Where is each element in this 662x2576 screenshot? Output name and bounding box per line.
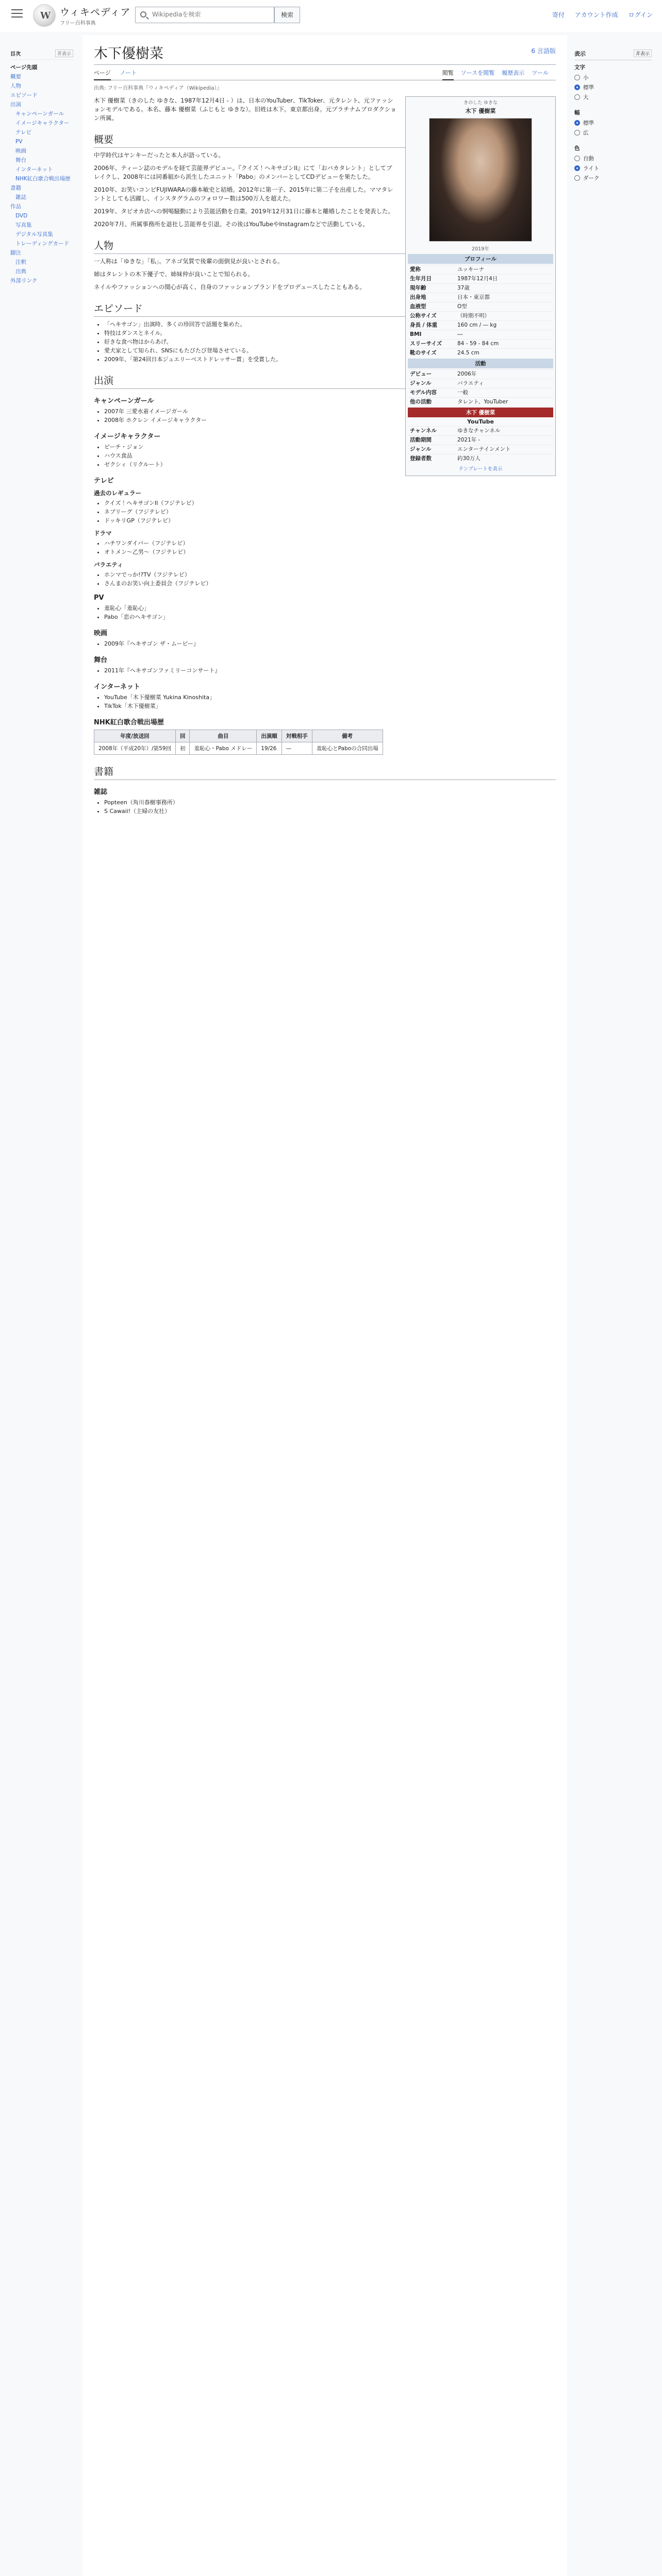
infobox-value: バラエティ: [457, 380, 484, 386]
toc-item[interactable]: 概要: [10, 74, 21, 80]
appearance-option[interactable]: [574, 128, 652, 138]
appearance-option[interactable]: [574, 174, 652, 183]
appearance-group-label: 幅: [574, 110, 580, 116]
list-item: • クイズ！ヘキサゴンII（フジテレビ）: [104, 499, 556, 507]
infobox-key: ジャンル: [410, 380, 432, 386]
portrait-photo[interactable]: [429, 118, 532, 242]
section-paragraph: 姉はタレントの木下優子で、姉妹仲が良いことで知られる。: [94, 270, 254, 278]
infobox-key: 他の活動: [410, 399, 432, 405]
toc-item[interactable]: ページ先頭: [10, 64, 38, 71]
table-header: 年度/放送回: [94, 730, 176, 742]
toc-item[interactable]: 外部リンク: [10, 278, 38, 284]
infobox-row: [408, 397, 553, 406]
list-item: • ピーチ・ジョン: [104, 443, 556, 451]
list-item: • ハウス食品: [104, 451, 556, 460]
subsection-heading: PV: [94, 594, 104, 602]
list-item: • YouTube「木下優樹菜 Yukina Kinoshita」: [104, 693, 556, 702]
tab-view-source[interactable]: ソースを閲覧: [460, 70, 495, 76]
infobox-row: [408, 435, 553, 445]
infobox-value: タレント、YouTuber: [457, 399, 508, 405]
search-input[interactable]: [151, 10, 270, 19]
appearance-option[interactable]: [574, 118, 652, 128]
infobox-row: [408, 369, 553, 379]
radio-icon[interactable]: [574, 75, 580, 80]
section-heading: 概要: [94, 132, 556, 148]
toc-item[interactable]: 舞台: [15, 157, 26, 163]
tab-read[interactable]: 閲覧: [442, 67, 454, 80]
list-item: • TikTok「木下優樹菜」: [104, 702, 556, 710]
list-item: • S Cawaii!（主婦の友社）: [104, 807, 556, 816]
appearance-option[interactable]: [574, 93, 652, 103]
infobox-row: [408, 388, 553, 397]
list-item: • 2009年『ヘキサゴン ザ・ムービー』: [104, 639, 556, 648]
list-item: • 愛犬家として知られ、SNSにもたびたび登場させている。: [104, 346, 556, 355]
toc-item[interactable]: 写真集: [15, 222, 32, 228]
login-link[interactable]: ログイン: [628, 11, 653, 19]
infobox-key: 血液型: [410, 303, 426, 310]
list-item: • 2009年、「第24回日本ジュエリーベストドレッサー賞」を受賞した。: [104, 355, 556, 364]
infobox-profile-header: プロフィール: [408, 254, 553, 264]
infobox-value: 24.5 cm: [457, 350, 479, 356]
infobox-value: 2006年: [457, 371, 477, 377]
infobox-key: モデル内容: [410, 389, 437, 396]
list-item: • ネプリーグ（フジテレビ）: [104, 507, 556, 516]
page-title: [94, 42, 556, 65]
appearance-panel: [574, 49, 652, 190]
infobox-key: 公称サイズ: [410, 313, 437, 319]
appearance-group: [574, 144, 652, 183]
infobox-youtube-header: 木下 優樹菜: [408, 408, 553, 417]
list-item: • ハチワンダイバー（フジテレビ）: [104, 539, 556, 548]
infobox-value: 84 - 59 - 84 cm: [457, 341, 499, 347]
appearance-option-label: 大: [583, 94, 589, 100]
infobox-youtube-sub: YouTube: [467, 418, 494, 425]
appearance-option-label: 自動: [583, 156, 594, 162]
infobox-row: [408, 330, 553, 339]
infobox-key: 現年齢: [410, 285, 426, 291]
list-item: • さんまのお笑い向上委員会（フジテレビ）: [104, 579, 556, 588]
toc-item[interactable]: 脚注: [10, 250, 21, 256]
wikipedia-logo-icon[interactable]: W: [33, 4, 56, 27]
donate-link[interactable]: 寄付: [552, 11, 565, 19]
list-item: • ゼクシィ（リクルート）: [104, 460, 556, 469]
toc-item[interactable]: デジタル写真集: [15, 231, 53, 238]
section-heading: 書籍: [94, 764, 556, 780]
infobox-value: 2021年 -: [457, 437, 481, 443]
infobox-key: 身長 / 体重: [410, 322, 438, 328]
page-title-text: 木下優樹菜: [94, 46, 163, 62]
toc-item[interactable]: エピソード: [10, 92, 38, 98]
language-switcher[interactable]: 6 言語版: [531, 47, 556, 55]
appearance-option[interactable]: [574, 164, 652, 174]
appearance-hide-button[interactable]: 非表示: [634, 49, 652, 57]
appearance-group: [574, 109, 652, 138]
lead-paragraph: 木下 優樹菜（きのした ゆきな、1987年12月4日 - ）は、日本のYouTuber、TikToker、元タレント、元ファッションモデルである。本名、藤本 優樹菜（ふじもと ゆきな）。旧姓は木下。東京都出身。元プラチナムプロダクション所属。: [94, 97, 396, 122]
table-cell: 2008年（平成20年）/第59回: [94, 742, 176, 755]
template-link[interactable]: テンプレートを表示: [458, 466, 503, 472]
infobox: [405, 96, 556, 476]
toc-item[interactable]: 注釈: [15, 259, 26, 265]
toc-item[interactable]: トレーディングカード: [15, 241, 69, 247]
section-paragraph: 中学時代はヤンキーだったと本人が語っている。: [94, 151, 224, 159]
appearance-option[interactable]: [574, 73, 652, 83]
appearance-option-label: 標準: [583, 84, 594, 91]
infobox-value: 日本・東京都: [457, 294, 490, 300]
table-header: 出演順: [257, 730, 282, 742]
radio-icon[interactable]: [574, 165, 580, 171]
subsection-heading: 雑誌: [94, 788, 108, 796]
search-box: [135, 7, 274, 23]
toc-item[interactable]: インターネット: [15, 166, 53, 173]
toc-item[interactable]: イメージキャラクター: [15, 120, 70, 126]
section-paragraph: 2006年、ティーン誌のモデルを経て芸能界デビュー。『クイズ！ヘキサゴンII』にて「おバカタレント」としてブレイクし、2008年には同番組から派生したユニット「Pabo」のメンバーとしてCDデビューを果たした。: [94, 164, 392, 180]
kohaku-table: [94, 730, 383, 755]
appearance-option-label: ダーク: [583, 175, 600, 181]
toc-item[interactable]: 作品: [10, 204, 21, 210]
infobox-value: 一般: [457, 389, 468, 396]
infobox-row: [408, 265, 553, 274]
infobox-row: [408, 454, 553, 463]
subsection-heading: NHK紅白歌合戦出場歴: [94, 719, 164, 726]
stage-list: [104, 666, 556, 675]
table-cell: 19/26: [257, 742, 282, 755]
radio-icon[interactable]: [574, 84, 580, 90]
appearance-option[interactable]: [574, 154, 652, 164]
tv-group-heading: バラエティ: [94, 561, 123, 568]
infobox-value: 1987年12月4日: [457, 276, 498, 282]
subsection-heading: キャンペーンガール: [94, 397, 154, 405]
tv-list: [104, 499, 556, 525]
tv-list: [104, 570, 556, 588]
infobox-key: デビュー: [410, 371, 432, 377]
appearance-option-label: 標準: [583, 120, 594, 126]
subsection-heading: 舞台: [94, 656, 108, 664]
section-paragraph: 2020年7月、所属事務所を退社し芸能界を引退。その後はYouTubeやInstagramなどで活動している。: [94, 221, 369, 228]
toc-item[interactable]: NHK紅白歌合戦出場歴: [15, 176, 71, 182]
radio-icon[interactable]: [574, 120, 580, 126]
list-item: • 羞恥心「羞恥心」: [104, 604, 556, 613]
subsection-heading: イメージキャラクター: [94, 433, 161, 440]
movie-list: [104, 639, 556, 648]
tab-history[interactable]: 履歴表示: [502, 70, 525, 76]
appearance-title: 表示: [574, 50, 586, 57]
internet-list: [104, 693, 556, 710]
infobox-row: [408, 339, 553, 348]
toc-item[interactable]: 映画: [15, 148, 26, 154]
infobox-ruby: きのした ゆきな: [464, 100, 498, 106]
table-header: 曲目: [190, 730, 257, 742]
radio-icon[interactable]: [574, 130, 580, 135]
infobox-value: O型: [457, 303, 467, 310]
table-header: 回: [175, 730, 190, 742]
photo-caption: 2019年: [472, 246, 489, 252]
toc-item[interactable]: 雑誌: [15, 194, 26, 200]
toc-item[interactable]: PV: [15, 139, 23, 145]
subsection-heading: 映画: [94, 630, 108, 637]
create-account-link[interactable]: アカウント作成: [574, 11, 618, 19]
section-paragraph: ネイルやファッションへの関心が高く、自身のファッションブランドをプロデュースしたこともある。: [94, 283, 366, 291]
infobox-value: 約30万人: [457, 455, 481, 462]
appearance-option-label: ライト: [583, 165, 600, 172]
site-header: [0, 0, 662, 32]
table-header: 対戦相手: [282, 730, 312, 742]
toc-item[interactable]: 書籍: [10, 185, 21, 191]
subsection-heading: インターネット: [94, 683, 140, 691]
infobox-row: [408, 293, 553, 302]
list-item: • 「ヘキサゴン」出演時、多くの珍回答で話題を集めた。: [104, 320, 556, 329]
infobox-key: ジャンル: [410, 446, 432, 452]
infobox-key: BMI: [410, 331, 422, 337]
infobox-value: 37歳: [457, 285, 470, 291]
section-heading: エピソード: [94, 301, 556, 317]
infobox-key: 生年月日: [410, 276, 432, 282]
list-item: • Pabo「恋のヘキサゴン」: [104, 613, 556, 621]
appearance-group-label: 色: [574, 145, 580, 151]
infobox-value: 160 cm / ― kg: [457, 322, 497, 328]
toc-item[interactable]: キャンペーンガール: [15, 111, 64, 117]
infobox-row: [408, 445, 553, 454]
table-cell: 初: [175, 742, 190, 755]
list-item: • ホンマでっか!?TV（フジテレビ）: [104, 570, 556, 579]
magazine-list: [104, 798, 556, 816]
tab-page[interactable]: ページ: [94, 67, 111, 80]
infobox-key: 活動期間: [410, 437, 432, 443]
table-header: 備考: [312, 730, 383, 742]
infobox-key: チャンネル: [410, 428, 437, 434]
infobox-row: [408, 311, 553, 320]
infobox-row: [408, 426, 553, 435]
infobox-value: ユッキーナ: [457, 266, 485, 273]
infobox-row: [408, 348, 553, 358]
table-cell: 羞恥心・Pabo メドレー: [190, 742, 257, 755]
infobox-row: [408, 302, 553, 311]
infobox-row: [408, 320, 553, 330]
table-of-contents: [10, 49, 73, 285]
radio-icon[interactable]: [574, 94, 580, 100]
infobox-row: [408, 379, 553, 388]
article-content: [82, 35, 567, 2576]
toc-item[interactable]: DVD: [15, 213, 28, 219]
tab-tools[interactable]: ツール: [532, 70, 549, 76]
section-paragraph: 2019年、タピオカ店への恫喝騒動により芸能活動を自粛。2019年12月31日に藤本と離婚したことを発表した。: [94, 208, 394, 215]
toc-item[interactable]: 出演: [10, 101, 21, 108]
appearance-option[interactable]: [574, 83, 652, 93]
section-paragraph: 2010年、お笑いコンビFUJIWARAの藤本敏史と結婚。2012年に第一子、2015年に第二子を出産した。ママタレントとしても活躍し、インスタグラムのフォロワー数は500万人を超えた。: [94, 186, 393, 202]
subsection-heading: テレビ: [94, 477, 114, 485]
table-header-row: [94, 730, 383, 742]
tab-talk[interactable]: ノート: [120, 70, 137, 76]
list-item: • Popteen（角川春樹事務所）: [104, 798, 556, 807]
appearance-group-label: 文字: [574, 64, 585, 71]
main-menu-icon[interactable]: [11, 9, 23, 19]
site-sub: 出典: フリー百科事典『ウィキペディア（Wikipedia）』: [94, 86, 222, 91]
radio-icon[interactable]: [574, 156, 580, 161]
site-wordmark[interactable]: ウィキペディア: [60, 7, 131, 18]
infobox-value: ―: [457, 331, 463, 337]
table-cell: 羞恥心とPaboの合同出場: [312, 742, 383, 755]
infobox-key: 靴のサイズ: [410, 350, 437, 356]
search-button[interactable]: 検索: [274, 7, 300, 23]
section-heading: 人物: [94, 238, 556, 254]
infobox-key: 出身地: [410, 294, 426, 300]
toc-title: 目次: [10, 52, 21, 57]
toc-hide-button[interactable]: 非表示: [55, 49, 73, 57]
list-item: • 2007年 三愛水着イメージガール: [104, 407, 556, 416]
list-item: • 好きな食べ物はからあげ。: [104, 337, 556, 346]
list-item: • 2011年『ヘキサゴンファミリーコンサート』: [104, 666, 556, 675]
infobox-value: ゆきなチャンネル: [457, 428, 501, 434]
list-item: • オトメン〜乙男〜（フジテレビ）: [104, 548, 556, 556]
tv-group-heading: 過去のレギュラー: [94, 489, 141, 497]
infobox-key: 登録者数: [410, 455, 432, 462]
infobox-row: [408, 283, 553, 293]
toc-item[interactable]: 出典: [15, 268, 26, 275]
appearance-option-label: 小: [583, 75, 589, 81]
pv-list: [104, 604, 556, 621]
toc-item[interactable]: テレビ: [15, 129, 32, 135]
infobox-name: 木下 優樹菜: [465, 108, 496, 114]
infobox-activity-header: 活動: [408, 359, 553, 368]
table-cell: —: [282, 742, 312, 755]
section-paragraph: 一人称は「ゆきな」「私」。アネゴ気質で後輩の面倒見が良いとされる。: [94, 258, 284, 265]
section-heading: 出演: [94, 373, 556, 389]
user-tools: [544, 10, 653, 19]
infobox-value: エンターテインメント: [457, 446, 511, 452]
list-item: • ドッキリGP（フジテレビ）: [104, 516, 556, 525]
search-icon: [140, 11, 146, 18]
appearance-option-label: 広: [583, 130, 589, 136]
tv-group-heading: ドラマ: [94, 530, 112, 537]
list-item: • 特技はダンスとネイル。: [104, 329, 556, 337]
site-tagline: フリー百科事典: [60, 21, 96, 26]
radio-icon[interactable]: [574, 175, 580, 181]
page-tabs: [94, 67, 556, 80]
tv-list: [104, 539, 556, 556]
infobox-row: [408, 274, 553, 283]
infobox-key: スリーサイズ: [410, 341, 442, 347]
infobox-value: （時期不明）: [457, 313, 490, 319]
toc-item[interactable]: 人物: [10, 83, 21, 89]
list-item: • 2008年 ホクレン イメージキャラクター: [104, 416, 556, 425]
infobox-key: 愛称: [410, 266, 421, 273]
table-row: [94, 742, 383, 755]
appearance-group: [574, 63, 652, 103]
